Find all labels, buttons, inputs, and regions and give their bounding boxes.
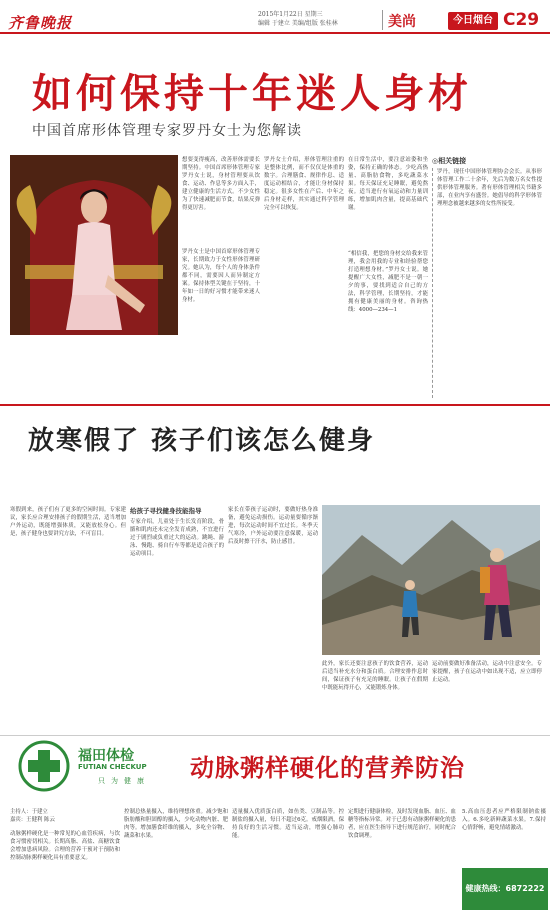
article3-col1: 动脉粥样硬化是一种常见的心血管疾病，与饮食习惯密切相关。长期高脂、高盐、高糖饮食会增加患病风险。合理的营养干预对于预防和控制动脉粥样硬化具有重要意义。 bbox=[10, 831, 120, 861]
page-number: C29 bbox=[503, 10, 540, 30]
article1-col4: 在日常生活中，要注意站姿和坐姿，保持正确的体态。少吃高热量、高脂肪食物，多吃蔬菜水果。每天保证充足睡眠，避免熬夜。适当进行有氧运动和力量训练，增加肌肉含量，提高基础代谢。 bbox=[348, 157, 428, 211]
header-divider bbox=[382, 10, 383, 30]
article2-col4: 此外，家长还要注意孩子的饮食营养，运动后适当补充水分和蛋白质。合理安排作息时间，保证孩子有充足的睡眠。让孩子在假期中既能玩得开心，又能锻炼身体。 bbox=[322, 661, 428, 691]
newspaper-logo: 齐鲁晚报 bbox=[8, 14, 73, 32]
article1-col2: 罗丹女士是中国首席形体管理专家，长期致力于女性形体管理研究。她认为，每个人的身体条件都不同，需要因人而异制定方案。保持体型关键在于坚持，十年如一日的好习惯才能带来迷人身材。 bbox=[182, 249, 260, 303]
article3-col4: 定期进行健康体检，及时发现血脂、血压、血糖等指标异常。对于已患有动脉粥样硬化的患者，应在医生指导下进行规范治疗，同时配合饮食调理。 bbox=[348, 809, 456, 839]
article2-col2: 专家介绍，儿童处于生长发育阶段，骨骼和肌肉还未完全发育成熟，不宜进行过于剧烈或负重过大的运动。跳绳、游泳、慢跑、骑自行车等都是适合孩子的运动项目。 bbox=[130, 519, 224, 557]
article3-col5: 5.高血压患者应严格限制钠盐摄入。6.多吃新鲜蔬菜水果。7.保持心情舒畅，避免情绪激动。 bbox=[462, 809, 546, 831]
article3-credits bbox=[10, 808, 110, 824]
editor-line: 编辑 于建立 美编/组版 张桂林 bbox=[258, 20, 338, 27]
date-line: 2015年1月22日 星期三 bbox=[258, 11, 323, 18]
article1-col3: 罗丹女士介绍，形体管理注重的是整体比例，而不仅仅是体重的数字。合理膳食、规律作息、适度运动相结合，才能让身材保持稳定。很多女性在产后、中年之后身材走样，其实通过科学管理完全可以恢复。 bbox=[264, 157, 344, 211]
brand-slogan: 只为健康 bbox=[98, 777, 150, 785]
header-rule bbox=[0, 32, 550, 34]
article1-sidebar-box: 罗丹，现任中国形体管理协会会长。从事形体管理工作二十余年，先后为数万名女性提供形体管理服务。著有形体管理相关书籍多部，在业内享有盛誉。她倡导的科学形体管理理念被越来越多的女性所接受。 bbox=[432, 168, 542, 398]
health-hotline-banner: 健康热线：6872222 bbox=[462, 868, 548, 910]
section-name: 美尚 bbox=[388, 14, 416, 30]
section-tag: 今日烟台 bbox=[448, 12, 498, 30]
header-meta bbox=[258, 10, 398, 28]
article1-subhead: 中国首席形体管理专家罗丹女士为您解读 bbox=[32, 123, 302, 139]
brand-name-cn: 福田体检 bbox=[78, 748, 134, 764]
article1-col5: “相信我，把您的身材交给我来管理，我会用我的专业和经验帮您打造理想身材。”罗丹女士说。她提醒广大女性，减肥不是一朝一夕的事，要找到适合自己的方法，科学管理，长期坚持，才能拥有健康美丽的身材。咨询热线：4000—234—1 bbox=[348, 251, 428, 313]
article3-host: 主持人：于建立 bbox=[10, 809, 48, 815]
futian-logo-icon bbox=[18, 740, 70, 792]
article1-col1: 想要变得瘦高，改善形体需要长期坚持。中国首席形体管理专家罗丹女士说，身材管理要从饮食、运动、作息等多方面入手，建立健康的生活方式。不少女性为了快速减肥而节食，结果反弹得更厉害。 bbox=[182, 157, 260, 211]
section-divider bbox=[0, 404, 550, 406]
article2-col3: 家长在带孩子运动时，要做好热身准备，避免运动损伤。运动量要循序渐进，每次运动时间不宜过长。冬季天气寒冷，户外运动要注意保暖，运动后及时擦干汗水，防止感冒。 bbox=[228, 507, 318, 545]
article1-photo bbox=[10, 155, 178, 335]
brand-name-en: FUTIAN CHECKUP bbox=[78, 763, 147, 771]
article3-col2: 控制总热量摄入，维持理想体重。减少饱和脂肪酸和胆固醇的摄入，少吃动物内脏、肥肉等。增加膳食纤维的摄入，多吃全谷物、蔬菜和水果。 bbox=[124, 809, 228, 839]
article3-headline: 动脉粥样硬化的营养防治 bbox=[190, 754, 465, 782]
article2-subhead: 给孩子寻找健身技能指导 bbox=[130, 507, 202, 515]
article1-box-title: ◎相关链接 bbox=[432, 156, 467, 165]
article2-photo bbox=[322, 505, 540, 655]
article3-col3: 适量摄入优质蛋白质，如鱼类、豆制品等。控制盐的摄入量，每日不超过6克。戒烟限酒，保持良好的生活习惯。适当运动，增强心肺功能。 bbox=[232, 809, 344, 839]
article3-guests: 嘉宾：王健利 陈云 bbox=[10, 817, 55, 823]
article2-col1: 寒假到来，孩子们有了更多的空闲时间。专家建议，家长应合理安排孩子的假期生活，适当增加户外运动，既能增强体质，又能放松身心。但是，孩子健身也要讲究方法，不可盲目。 bbox=[10, 507, 126, 537]
article2-col5: 运动前要做好准备活动，运动中注意安全。专家提醒，孩子在运动中如出现不适，应立即停止运动。 bbox=[432, 661, 542, 683]
article1-headline: 如何保持十年迷人身材 bbox=[32, 71, 472, 117]
article2-headline: 放寒假了 孩子们该怎么健身 bbox=[28, 426, 376, 456]
section-divider-2 bbox=[0, 735, 550, 736]
